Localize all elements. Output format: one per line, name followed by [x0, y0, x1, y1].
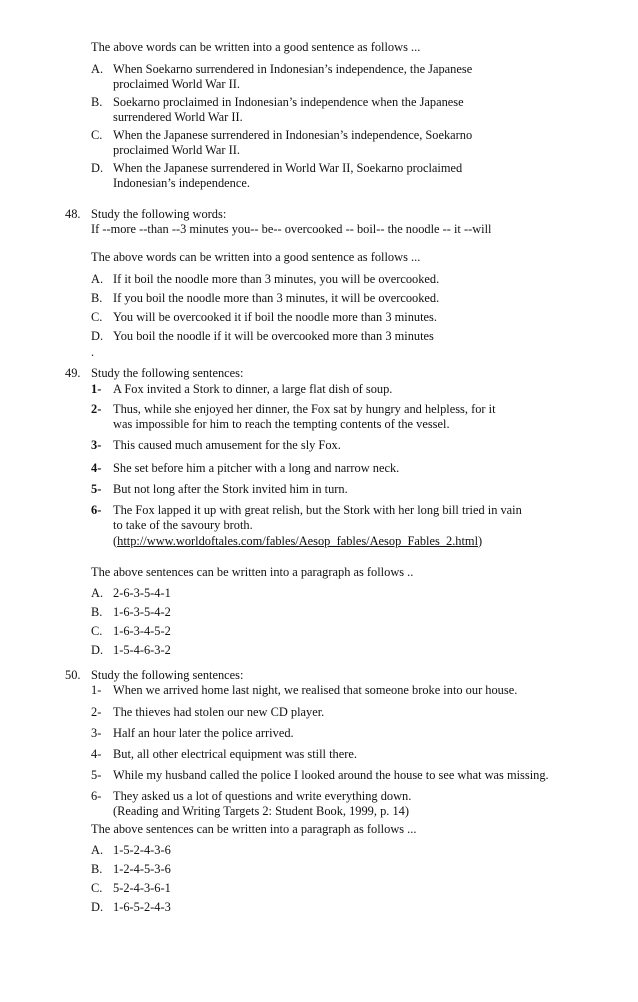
q49-option-b-letter: B.: [91, 605, 103, 619]
q50-sentence-6-line-2: (Reading and Writing Targets 2: Student Book, 1999, p. 14): [113, 804, 409, 818]
q50-sentence-1-num: 1-: [91, 683, 102, 697]
q50-sentence-4-num: 4-: [91, 747, 102, 761]
q50-option-b-letter: B.: [91, 862, 103, 876]
q49-sentence-1-text: A Fox invited a Stork to dinner, a large flat dish of soup.: [113, 382, 393, 396]
q49-sentence-2-num: 2-: [91, 402, 102, 416]
q47-stem: The above words can be written into a good sentence as follows ...: [91, 40, 421, 54]
q49-option-b-text: 1-6-3-5-4-2: [113, 605, 171, 619]
q48-option-a-text: If it boil the noodle more than 3 minutes, you will be overcooked.: [113, 272, 440, 286]
q49-source-open: (: [113, 534, 118, 548]
q48-option-c-text: You will be overcooked it if boil the noodle more than 3 minutes.: [113, 310, 437, 324]
q47-option-b-letter: B.: [91, 95, 103, 109]
q49-sentence-6-line-1: The Fox lapped it up with great relish, but the Stork with her long bill tried in vain: [113, 503, 522, 517]
q48-option-a-letter: A.: [91, 272, 104, 286]
q50-sentence-5-num: 5-: [91, 768, 102, 782]
q48-option-d-text: You boil the noodle if it will be overcooked more than 3 minutes: [113, 329, 434, 343]
q47-option-b-line-1: Soekarno proclaimed in Indonesian’s independence when the Japanese: [113, 95, 464, 109]
q48-words: If --more --than --3 minutes you-- be-- overcooked -- boil-- the noodle -- it --will: [91, 222, 492, 236]
q50-sentence-2-num: 2-: [91, 705, 102, 719]
q49-source: [113, 534, 482, 549]
q48-prompt: Study the following words:: [91, 207, 227, 221]
q49-option-d-letter: D.: [91, 643, 104, 657]
q48-option-c-letter: C.: [91, 310, 103, 324]
q48-stray-period: .: [91, 345, 95, 359]
q48-option-b-text: If you boil the noodle more than 3 minutes, it will be overcooked.: [113, 291, 440, 305]
q47-option-c-line-2: proclaimed World War II.: [113, 143, 240, 157]
q50-sentence-3-text: Half an hour later the police arrived.: [113, 726, 294, 740]
q49-sentence-6-num: 6-: [91, 503, 102, 517]
q49-source-link[interactable]: http://www.worldoftales.com/fables/Aesop_fables/Aesop_Fables_2.html: [117, 534, 479, 548]
q47-option-b-line-2: surrendered World War II.: [113, 110, 243, 124]
q50-option-a-letter: A.: [91, 843, 104, 857]
q49-sentence-3-num: 3-: [91, 438, 102, 452]
q50-number: 50.: [65, 668, 81, 682]
q50-sentence-5-text: While my husband called the police I looked around the house to see what was missing.: [113, 768, 549, 782]
q50-option-c-letter: C.: [91, 881, 103, 895]
q50-option-b-text: 1-2-4-5-3-6: [113, 862, 171, 876]
q49-sentence-1-num: 1-: [91, 382, 102, 396]
q50-option-d-text: 1-6-5-2-4-3: [113, 900, 171, 914]
q47-option-d-line-2: Indonesian’s independence.: [113, 176, 250, 190]
q49-stem: The above sentences can be written into a paragraph as follows ..: [91, 565, 414, 579]
q47-option-a-letter: A.: [91, 62, 104, 76]
q48-number: 48.: [65, 207, 81, 221]
q49-sentence-4-text: She set before him a pitcher with a long and narrow neck.: [113, 461, 400, 475]
q50-sentence-1-text: When we arrived home last night, we realised that someone broke into our house.: [113, 683, 518, 697]
q49-option-c-text: 1-6-3-4-5-2: [113, 624, 171, 638]
q48-stem: The above words can be written into a good sentence as follows ...: [91, 250, 421, 264]
q49-number: 49.: [65, 366, 81, 380]
q50-prompt: Study the following sentences:: [91, 668, 244, 682]
q49-prompt: Study the following sentences:: [91, 366, 244, 380]
q49-sentence-5-num: 5-: [91, 482, 102, 496]
q49-option-c-letter: C.: [91, 624, 103, 638]
q50-stem: The above sentences can be written into a paragraph as follows ...: [91, 822, 417, 836]
q49-source-close: ): [478, 534, 483, 548]
q47-option-d-letter: D.: [91, 161, 104, 175]
q49-sentence-5-text: But not long after the Stork invited him in turn.: [113, 482, 348, 496]
q47-option-a-line-2: proclaimed World War II.: [113, 77, 240, 91]
q49-sentence-2-line-1: Thus, while she enjoyed her dinner, the Fox sat by hungry and helpless, for it: [113, 402, 496, 416]
q50-sentence-3-num: 3-: [91, 726, 102, 740]
q48-option-d-letter: D.: [91, 329, 104, 343]
q49-option-a-text: 2-6-3-5-4-1: [113, 586, 171, 600]
q50-sentence-2-text: The thieves had stolen our new CD player.: [113, 705, 325, 719]
q50-sentence-6-num: 6-: [91, 789, 102, 803]
q50-sentence-4-text: But, all other electrical equipment was still there.: [113, 747, 357, 761]
q50-option-c-text: 5-2-4-3-6-1: [113, 881, 171, 895]
q49-sentence-4-num: 4-: [91, 461, 102, 475]
q50-option-a-text: 1-5-2-4-3-6: [113, 843, 171, 857]
q50-sentence-6-line-1: They asked us a lot of questions and write everything down.: [113, 789, 412, 803]
q49-option-a-letter: A.: [91, 586, 104, 600]
q49-option-d-text: 1-5-4-6-3-2: [113, 643, 171, 657]
q49-sentence-6-line-2: to take of the savoury broth.: [113, 518, 253, 532]
q47-option-c-line-1: When the Japanese surrendered in Indonesian’s independence, Soekarno: [113, 128, 473, 142]
q47-option-c-letter: C.: [91, 128, 103, 142]
q49-sentence-2-line-2: was impossible for him to reach the tempting contents of the vessel.: [113, 417, 450, 431]
q49-sentence-3-text: This caused much amusement for the sly Fox.: [113, 438, 341, 452]
q48-option-b-letter: B.: [91, 291, 103, 305]
q47-option-d-line-1: When the Japanese surrendered in World War II, Soekarno proclaimed: [113, 161, 463, 175]
q47-option-a-line-1: When Soekarno surrendered in Indonesian’s independence, the Japanese: [113, 62, 473, 76]
q50-option-d-letter: D.: [91, 900, 104, 914]
